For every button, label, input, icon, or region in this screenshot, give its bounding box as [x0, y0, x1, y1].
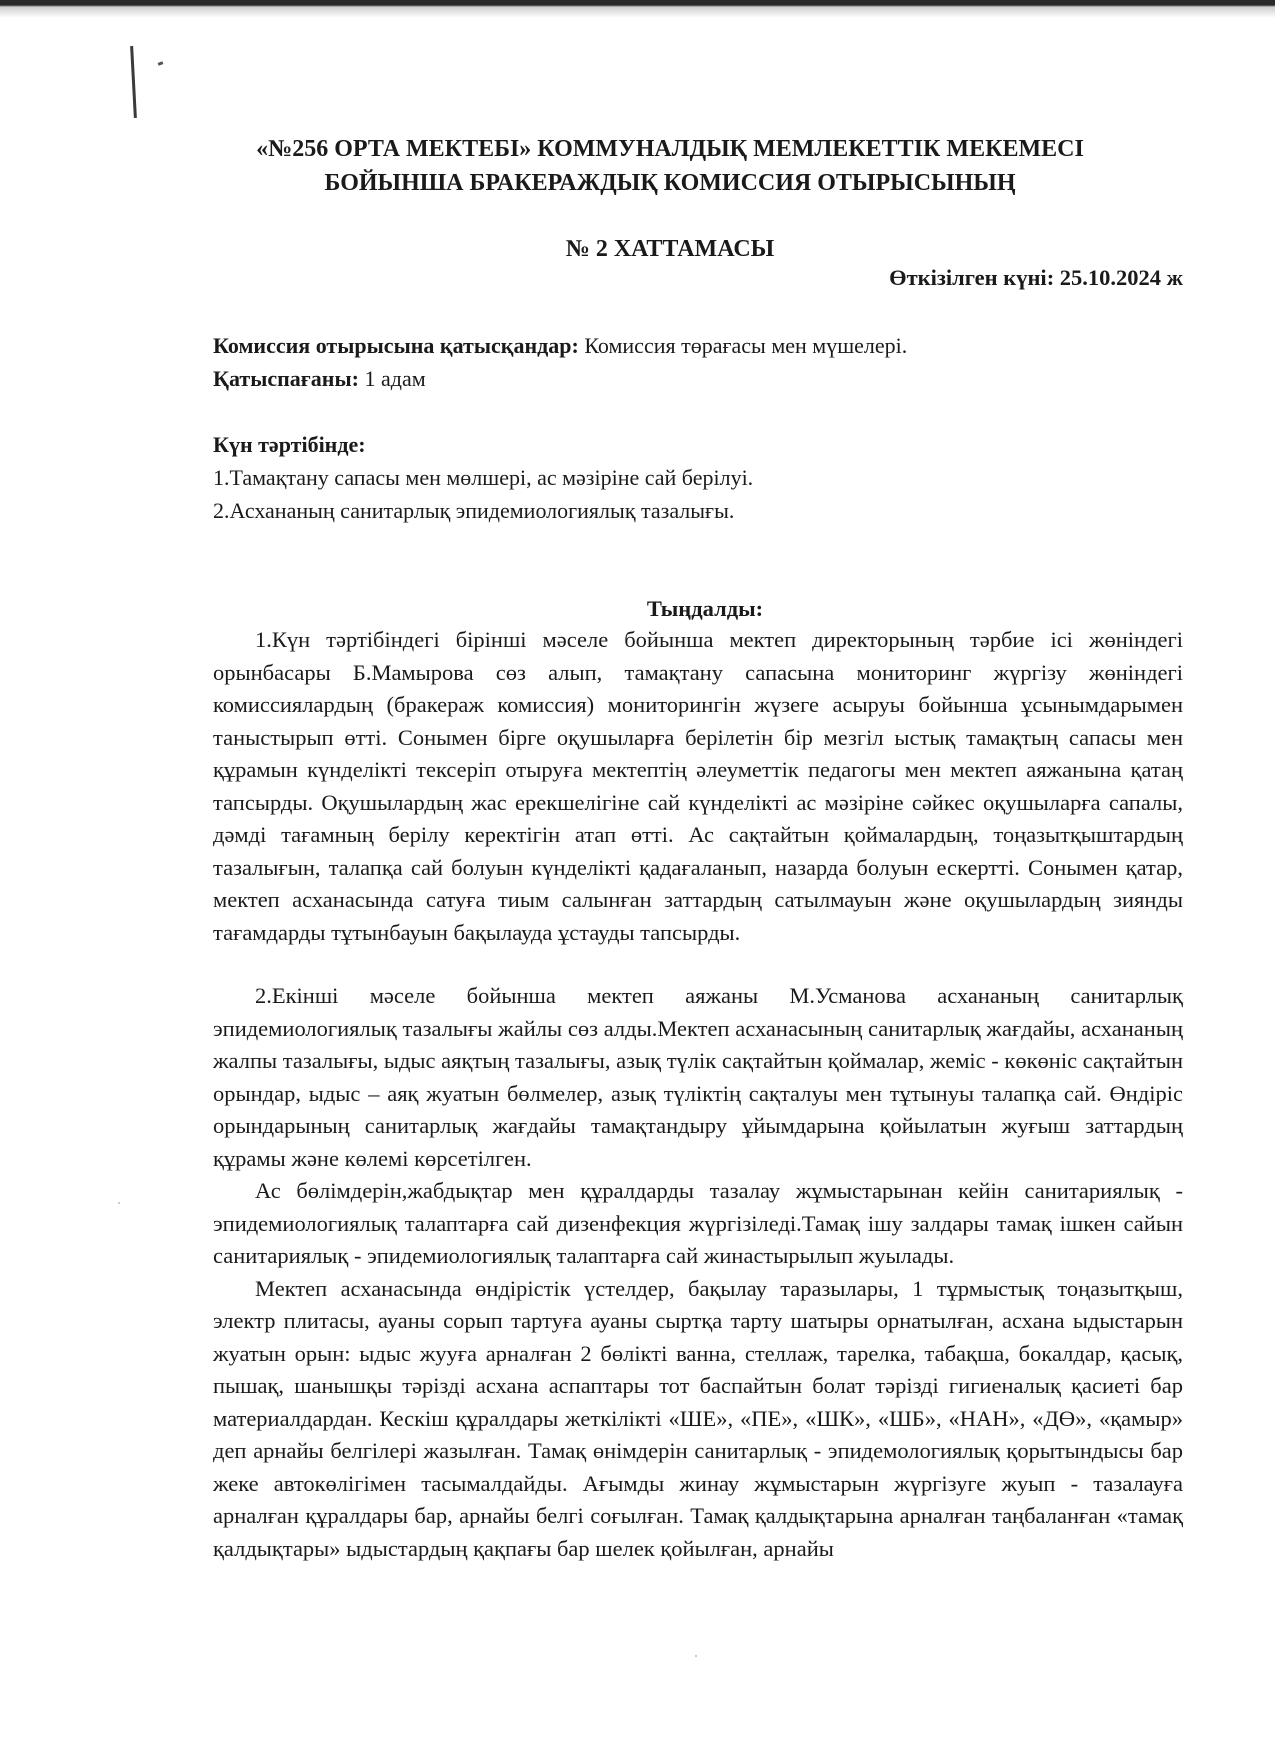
- pen-dot: [158, 61, 164, 66]
- agenda-block: [213, 428, 1173, 527]
- protocol-number: № 2 ХАТТАМАСЫ: [565, 236, 775, 262]
- paragraph: Мектеп асханасында өндірістік үстелдер, бақылау таразылары, 1 тұрмыстық тоңазытқыш, электр плитасы, ауаны сорып тартуға ауаны сыртқа тарту шатыры орнатылған, асхана ыдыстарын жуатын орын: ыдыс жууға арналған 2 бөлікті ванна, стеллаж, тарелка, табақша, бокалдар, қасық, пышақ, шанышқы тәрізді асхана аспаптары тот баспайтын болат тәрізді гигиеналық қасиеті бар материалдардан. Кескіш құралдары жеткілікті «ШЕ», «ПЕ», «ШК», «ШБ», «НАН», «ДӨ», «қамыр» деп арнайы белгілері жазылған. Тамақ өнімдерін санитарлық - эпидемологиялық қорытындысы бар жеке автокөлігімен тасымалдайды. Ағымды жинау жұмыстарын жүргізуге жуып - тазалауға арналған құралдары бар, арнайы белгі соғылған. Тамақ қалдықтарына арналған таңбаланған «тамақ қалдықтары» ыдыстардың қақпағы бар шелек қойылған, арнайы: [213, 1275, 1183, 1561]
- title-line-1: «№256 ОРТА МЕКТЕБІ» КОММУНАЛДЫҚ МЕМЛЕКЕТТІК МЕКЕМЕСІ: [256, 136, 1084, 162]
- attendance-absent: [213, 362, 1173, 395]
- present-label: Комиссия отырысына қатысқандар:: [213, 333, 579, 358]
- paragraph: 2.Екінші мәселе бойынша мектеп аяжаны М.Усманова асхананың санитарлық эпидемиологиялық тазалығы жайлы сөз алды.Мектеп асханасының санитарлық жағдайы, асхананың жалпы тазалығы, ыдыс аяқтың тазалығы, азық түлік сақтайтын қоймалар, жеміс - көкөніс сақтайтын орындар, ыдыс – аяқ жуатын бөлмелер, азық түліктің сақталуы мен тұтынуы талапқа сай. Өндіріс орындарының санитарлық жағдайы тамақтандыру ұйымдарына қойылатын жуғыш заттардың құрамы және көлемі көрсетілген.: [213, 983, 1183, 1171]
- heard-heading: Тыңдалды:: [646, 596, 764, 621]
- agenda-heading: Күн тәртібінде:: [213, 432, 366, 457]
- heard-body: [213, 624, 1183, 1565]
- present-value: Комиссия төрағасы мен мүшелері.: [578, 333, 908, 358]
- agenda-item: 1.Тамақтану сапасы мен мөлшері, ас мәзіріне сай берілуі.: [213, 465, 754, 490]
- scan-speck: [695, 1655, 697, 1657]
- paragraph: Ас бөлімдерін,жабдықтар мен құралдарды тазалау жұмыстарынан кейін санитариялық - эпидемиологиялық талаптарға сай дизенфекция жүргізіледі.Тамақ ішу залдары тамақ ішкен сайын санитариялық - эпидемиологиялық талаптарға сай жинастырылып жуылады.: [213, 1178, 1183, 1268]
- absent-value: 1 адам: [358, 366, 426, 391]
- meeting-date: Өткізілген күні: 25.10.2024 ж: [889, 265, 1183, 290]
- agenda-item: 2.Асхананың санитарлық эпидемиологиялық тазалығы.: [213, 498, 735, 523]
- scan-speck: [118, 1202, 120, 1204]
- attendance-block: [213, 329, 1173, 395]
- attendance-present: [213, 329, 1173, 362]
- scan-border: [0, 0, 1275, 18]
- title-line-2: БОЙЫНША БРАКЕРАЖДЫҚ КОМИССИЯ ОТЫРЫСЫНЫҢ: [324, 170, 1016, 196]
- absent-label: Қатыспағаны:: [213, 366, 359, 391]
- paragraph: 1.Күн тәртібіндегі бірінші мәселе бойынша мектеп директорының тәрбие ісі жөніндегі орынбасары Б.Мамырова сөз алып, тамақтану сапасына мониторинг жүргізу жөніндегі комиссиялардың (бракераж комиссия) мониторингін жүзеге асыруы бойынша ұсынымдарымен таныстырып өтті. Сонымен бірге оқушыларға берілетін бір мезгіл ыстық тамақтың сапасы мен құрамын күнделікті тексеріп отыруға мектептің әлеуметтік педагогы мен мектеп аяжанына қатаң тапсырды. Оқушылардың жас ерекшелігіне сай күнделікті ас мәзіріне сәйкес оқушыларға сапалы, дәмді тағамның берілу керектігін атап өтті. Ас сақтайтын қоймалардың, тоңазытқыштардың тазалығын, талапқа сай болуын күнделікті қадағаланып, назарда болуын ескертті. Сонымен қатар, мектеп асханасында сатуға тиым салынған заттардың сатылмауын және оқушылардың зиянды тағамдарды тұтынбауын бақылауда ұстауды тапсырды.: [213, 627, 1183, 945]
- document-title: [180, 132, 1160, 200]
- pen-mark: [130, 46, 137, 118]
